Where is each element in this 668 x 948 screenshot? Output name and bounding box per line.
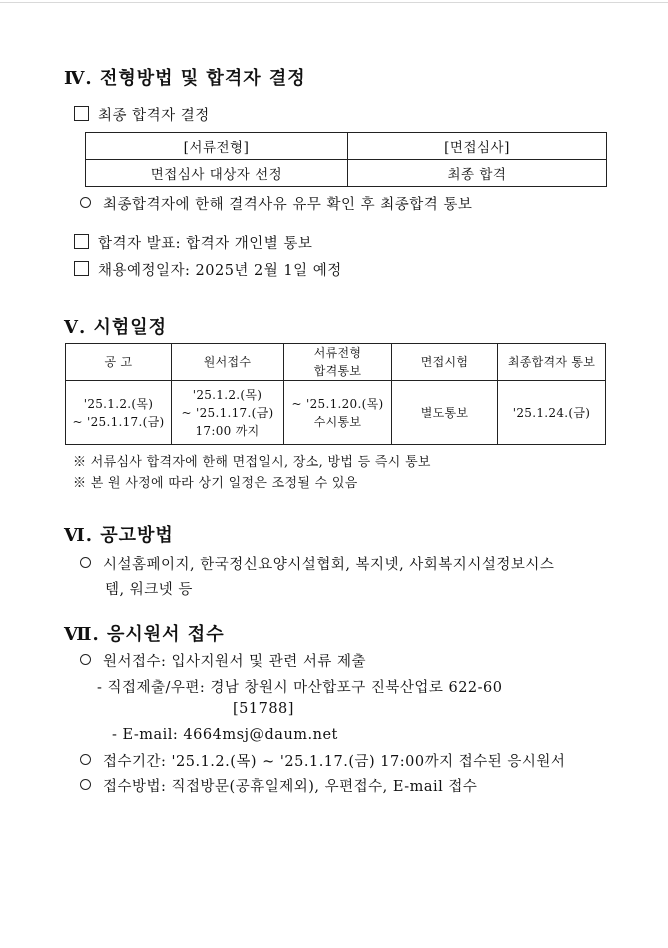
application-submit [80,650,366,671]
schedule-header-docs [284,344,392,381]
note-final [80,193,472,214]
section-4-title: Ⅳ. 전형방법 및 합격자 결정 [64,68,306,89]
selection-table [85,132,607,187]
schedule-note-2: ※ 본 원 사정에 따라 상기 일정은 조정될 수 있음 [73,476,358,491]
schedule-header-interview: 면접시험 [392,344,498,381]
schedule-header-final: 최종합격자 통보 [498,344,606,381]
application-period-text: 접수기간: '25.1.2.(목) ~ '25.1.17.(금) 17:00까지 접수된 응시원서 [103,754,566,770]
schedule-cell-final: '25.1.24.(금) [498,381,606,445]
item-final-selection-label: 최종 합격자 결정 [98,108,210,124]
schedule-cell-notice-line2: ~ '25.1.17.(금) [72,414,165,429]
notice-methods-line1: 시설홈페이지, 한국정신요양시설협회, 복지넷, 사회복지시설정보시스 [103,557,555,573]
top-border [0,2,668,3]
schedule-header-notice: 공 고 [66,344,172,381]
application-method-text: 접수방법: 직접방문(공휴일제외), 우편접수, E-mail 접수 [103,779,478,795]
notice-methods-line2: 템, 워크넷 등 [105,582,193,598]
item-hire-date-label: 채용예정일자: 2025년 2월 1일 예정 [98,263,342,279]
application-period [80,750,565,771]
selection-cell-interview: 최종 합격 [348,160,607,187]
schedule-table [65,343,606,445]
notice-methods [80,553,554,574]
application-submit-text: 원서접수: 입사지원서 및 관련 서류 제출 [103,654,367,670]
schedule-cell-application-line3: 17:00 까지 [195,423,260,438]
submit-address: - 직접제출/우편: 경남 창원시 마산합포구 진북산업로 622-60 [97,680,503,696]
selection-header-docs: [서류전형] [86,133,348,160]
checkbox-icon [74,106,89,121]
circle-bullet-icon [80,654,91,665]
schedule-header-application: 원서접수 [172,344,284,381]
section-6-title: Ⅵ. 공고방법 [64,525,174,546]
circle-bullet-icon [80,197,91,208]
selection-cell-docs: 면접심사 대상자 선정 [86,160,348,187]
schedule-cell-docs-line1: ~ '25.1.20.(목) [291,396,384,411]
selection-header-interview: [면접심사] [348,133,607,160]
application-method [80,775,477,796]
note-final-text: 최종합격자에 한해 결격사유 유무 확인 후 최종합격 통보 [103,197,473,213]
checkbox-icon [74,261,89,276]
schedule-header-docs-line2: 합격통보 [313,364,362,378]
schedule-cell-docs-line2: 수시통보 [313,414,362,429]
schedule-cell-application-line2: ~ '25.1.17.(금) [181,405,274,420]
schedule-cell-application-line1: '25.1.2.(목) [192,387,263,402]
item-announcement [74,232,312,253]
item-final-selection [74,104,210,125]
section-7-title: Ⅶ. 응시원서 접수 [64,624,225,645]
schedule-cell-interview: 별도통보 [392,381,498,445]
section-5-title: Ⅴ. 시험일정 [64,317,168,338]
circle-bullet-icon [80,557,91,568]
circle-bullet-icon [80,779,91,790]
circle-bullet-icon [80,754,91,765]
schedule-cell-application [172,381,284,445]
schedule-cell-docs [284,381,392,445]
submit-email: - E-mail: 4664msj@daum.net [112,727,338,743]
item-hire-date [74,259,342,280]
schedule-note-1: ※ 서류심사 합격자에 한해 면접일시, 장소, 방법 등 즉시 통보 [73,455,431,470]
checkbox-icon [74,234,89,249]
schedule-header-docs-line1: 서류전형 [313,346,362,360]
schedule-cell-notice [66,381,172,445]
item-announcement-label: 합격자 발표: 합격자 개인별 통보 [98,236,313,252]
schedule-cell-notice-line1: '25.1.2.(목) [83,396,154,411]
submit-postal-code: [51788] [233,701,294,717]
